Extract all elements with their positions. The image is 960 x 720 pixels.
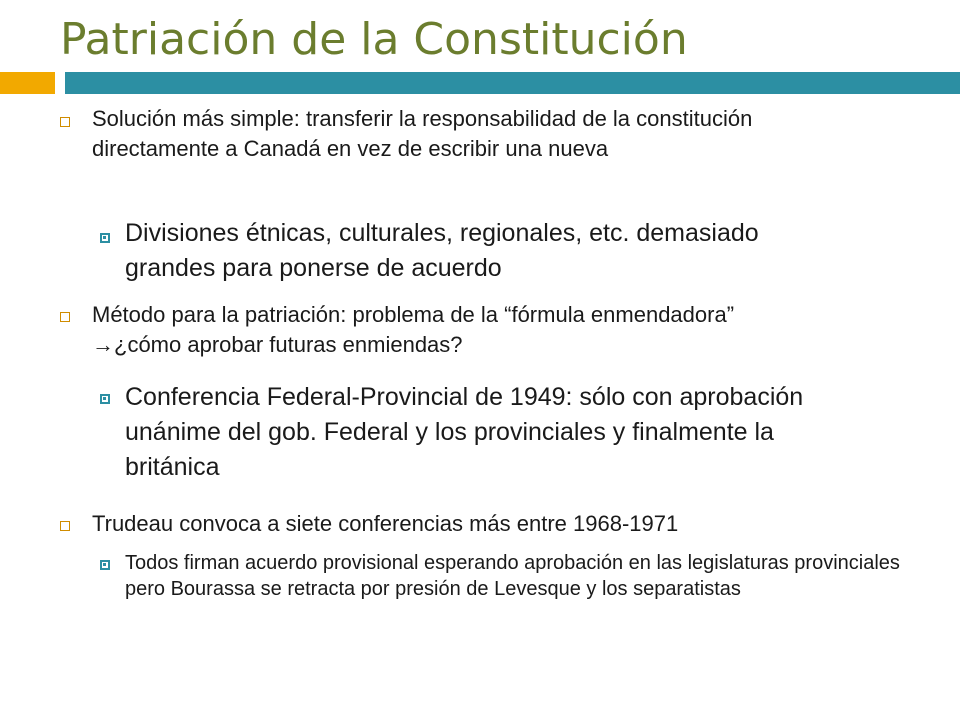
title-rule-bar [65,72,960,94]
filled-square-bullet-icon [100,560,110,570]
sub-bullet-text: Divisiones étnicas, culturales, regionales, etc. demasiado grandes para ponerse de acuerdo [125,219,759,282]
title-accent-bar [0,72,55,94]
right-arrow-icon: → [92,332,114,357]
bullet-text [92,300,812,360]
filled-square-bullet-icon [100,394,110,404]
sub-bullet-text: Todos firman acuerdo provisional esperando aprobación en las legislaturas provinciales pero Bourassa se retracta por presión de Levesque y los separatistas [125,552,900,600]
slide-title: Patriación de la Constitución [60,14,688,65]
bullet-text: Trudeau convoca a siete conferencias más entre 1968-1971 [92,511,679,536]
bullet-text: Solución más simple: transferir la responsabilidad de la constitución directamente a Canadá en vez de escribir una nueva [92,106,753,161]
filled-square-bullet-icon [100,233,110,243]
hollow-square-bullet-icon [60,521,70,531]
hollow-square-bullet-icon [60,117,70,127]
bullet-text-before-arrow: Método para la patriación: problema de la “fórmula enmendadora” [92,302,735,327]
sub-bullet-text: Conferencia Federal-Provincial de 1949: sólo con aprobación unánime del gob. Federal y los provinciales y finalmente la británica [125,383,804,481]
bullet-text-after-arrow: ¿cómo aprobar futuras enmiendas? [114,332,463,357]
hollow-square-bullet-icon [60,312,70,322]
